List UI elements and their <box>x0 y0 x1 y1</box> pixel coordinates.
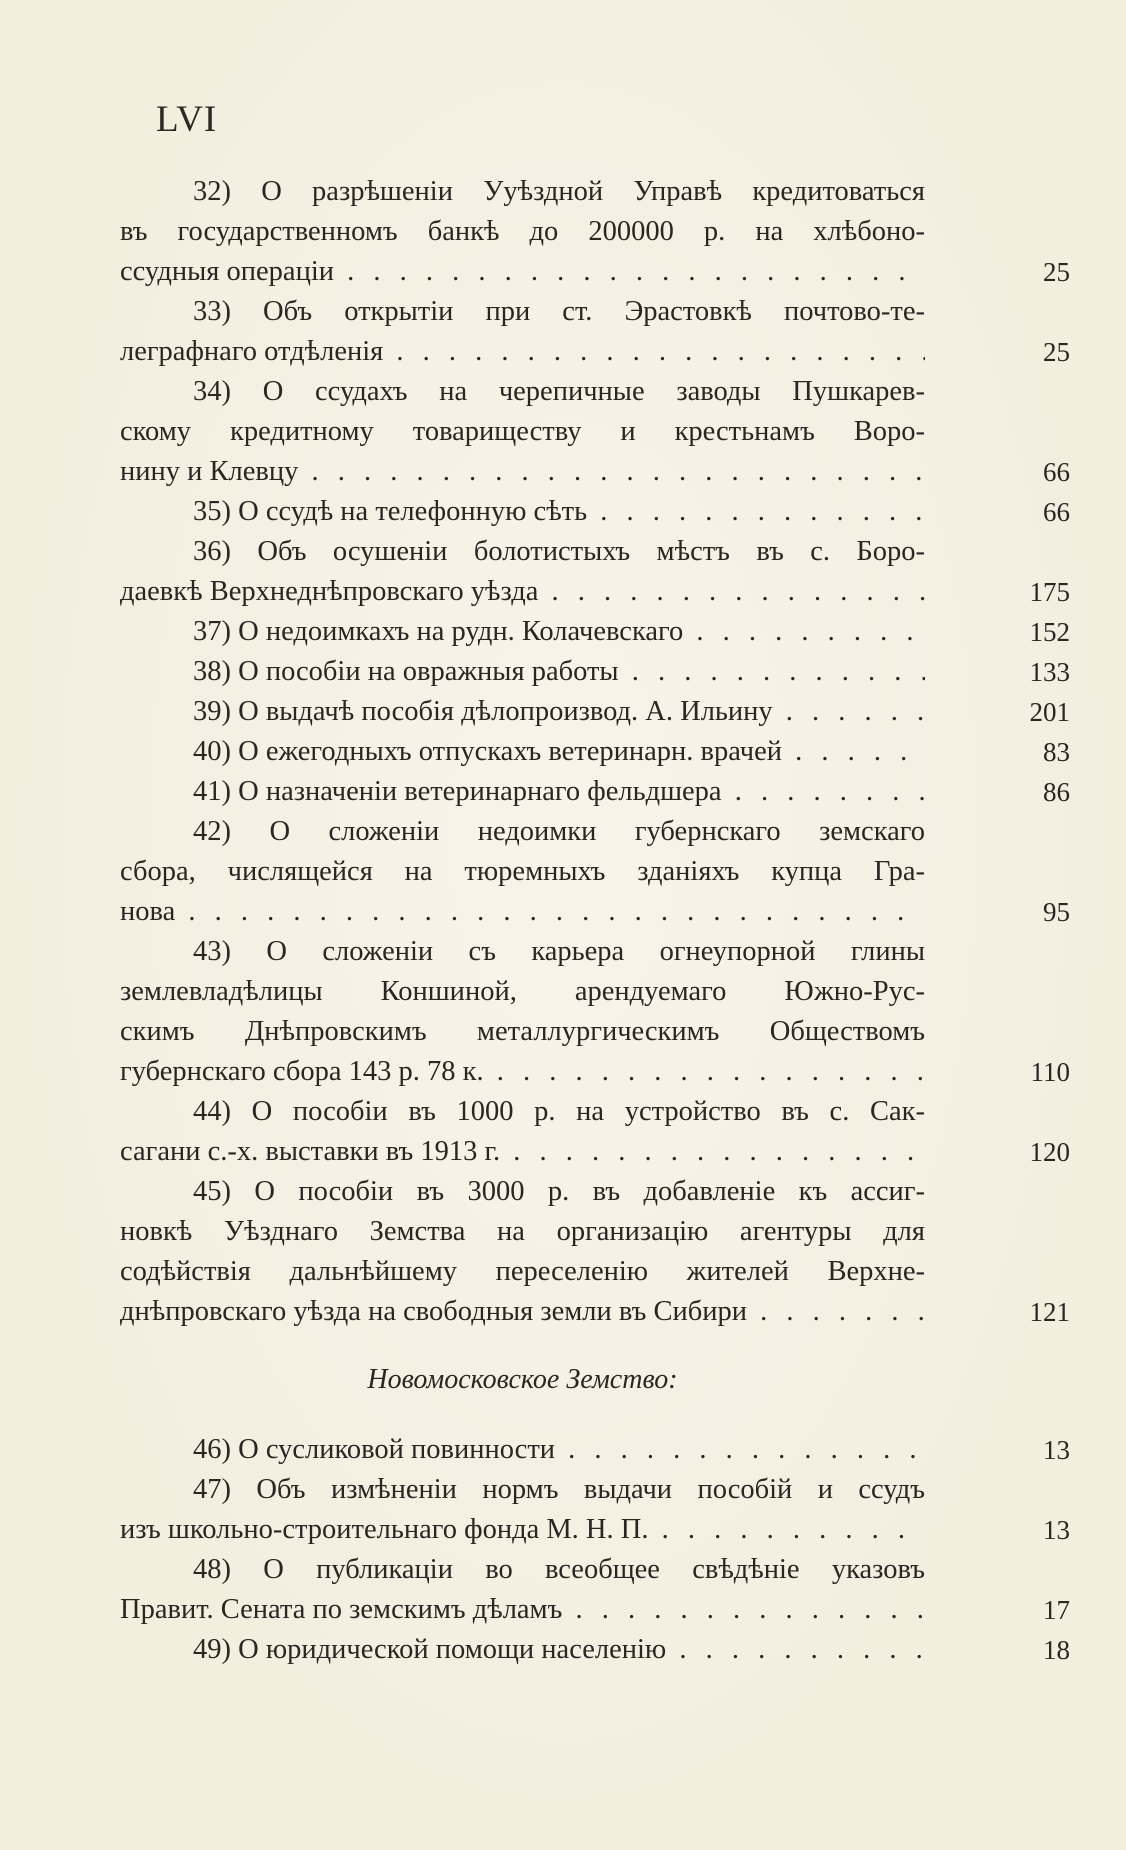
toc-entry <box>120 1430 1070 1470</box>
toc-entry-page: 66 <box>1043 497 1070 527</box>
toc-entry <box>120 612 1070 652</box>
toc-entry <box>120 932 1070 1092</box>
toc-entry-line: 47) Объ измѣненіи нормъ выдачи пособій и ссудъ <box>193 1474 925 1505</box>
toc-entries-part-1 <box>120 172 1070 1332</box>
toc-entry-page: 66 <box>1043 457 1070 487</box>
toc-entry <box>120 1470 1070 1550</box>
toc-entry-page: 18 <box>1043 1635 1070 1665</box>
toc-entry <box>120 172 1070 292</box>
toc-entry-line: ссудныя операціи . . . <box>120 252 925 292</box>
toc-entry-line: 40) О ежегодныхъ отпускахъ ветеринарн. врачей . . . <box>120 732 925 772</box>
toc-entry-page: 25 <box>1043 337 1070 367</box>
toc-entry-line: 44) О пособіи въ 1000 р. на устройство въ с. Сак- <box>193 1096 925 1127</box>
toc-entry-page: 86 <box>1043 777 1070 807</box>
toc-entry-page: 95 <box>1043 897 1070 927</box>
toc-entry-page: 201 <box>1029 697 1070 727</box>
section-heading: Новомосковское Земство: <box>367 1364 678 1395</box>
toc-entry <box>120 1550 1070 1630</box>
toc-entry-line: 49) О юридической помощи населенію . . . <box>120 1630 925 1670</box>
toc-entry <box>120 812 1070 932</box>
table-of-contents <box>120 172 1070 1670</box>
toc-entry-line: Правит. Сената по земскимъ дѣламъ . . . <box>120 1590 925 1630</box>
toc-entry-line: 46) О сусликовой повинности . . . <box>120 1430 925 1470</box>
toc-entry <box>120 372 1070 492</box>
toc-entry-line: даевкѣ Верхнеднѣпровскаго уѣзда . . . <box>120 572 925 612</box>
toc-entry-line: 48) О публикаціи во всеобщее свѣдѣніе указовъ <box>193 1554 925 1585</box>
toc-entry-line: сбора, числящейся на тюремныхъ зданіяхъ купца Гра- <box>120 856 925 887</box>
toc-entry-line: 39) О выдачѣ пособія дѣлопроизвод. А. Ильину . . . <box>120 692 925 732</box>
toc-entry-line: содѣйствія дальнѣйшему переселенію жителей Верхне- <box>120 1256 925 1287</box>
toc-entry <box>120 292 1070 372</box>
toc-entry-line: леграфнаго отдѣленія . . . <box>120 332 925 372</box>
page-number: LVI <box>156 99 218 140</box>
toc-entry-page: 83 <box>1043 737 1070 767</box>
toc-entry-line: 36) Объ осушеніи болотистыхъ мѣстъ въ с. Боро- <box>193 536 925 567</box>
toc-entry-line: 45) О пособіи въ 3000 р. въ добавленіе къ ассиг- <box>193 1176 925 1207</box>
toc-entry-line: днѣпровскаго уѣзда на свободныя земли въ Сибири . . . <box>120 1292 925 1332</box>
toc-entry <box>120 772 1070 812</box>
toc-entry-line: скому кредитному товариществу и крестьнамъ Воро- <box>120 416 925 447</box>
toc-entry-line: 33) Объ открытіи при ст. Эрастовкѣ почтово-те- <box>193 296 925 327</box>
toc-entry-page: 120 <box>1029 1137 1070 1167</box>
toc-entry-page: 133 <box>1029 657 1070 687</box>
toc-entry-line: сагани с.-х. выставки въ 1913 г. . . . <box>120 1132 925 1172</box>
toc-entry-line: 34) О ссудахъ на черепичные заводы Пушкарев- <box>193 376 925 407</box>
toc-entry <box>120 1630 1070 1670</box>
toc-entry <box>120 732 1070 772</box>
toc-entry-page: 13 <box>1043 1515 1070 1545</box>
toc-entry <box>120 692 1070 732</box>
toc-entry-page: 152 <box>1029 617 1070 647</box>
toc-entry-line: нова . . . <box>120 892 925 932</box>
toc-entry-page: 121 <box>1029 1297 1070 1327</box>
toc-entry-line: въ государственномъ банкѣ до 200000 р. на хлѣбоно- <box>120 216 925 247</box>
toc-entry-page: 175 <box>1029 577 1070 607</box>
toc-entry <box>120 532 1070 612</box>
toc-entry-page: 13 <box>1043 1435 1070 1465</box>
toc-entry <box>120 652 1070 692</box>
toc-entry <box>120 1172 1070 1332</box>
toc-entry-line: скимъ Днѣпровскимъ металлургическимъ Обществомъ <box>120 1016 925 1047</box>
toc-entry-page: 25 <box>1043 257 1070 287</box>
toc-entry-line: 37) О недоимкахъ на рудн. Колачевскаго . . . <box>120 612 925 652</box>
toc-entry-line: 41) О назначеніи ветеринарнаго фельдшера . . . <box>120 772 925 812</box>
toc-entries-part-2 <box>120 1430 1070 1670</box>
toc-entry <box>120 492 1070 532</box>
toc-entry <box>120 1092 1070 1172</box>
toc-entry-page: 110 <box>1030 1057 1070 1087</box>
toc-entry-line: 43) О сложеніи съ карьера огнеупорной глины <box>193 936 925 967</box>
toc-entry-line: губернскаго сбора 143 р. 78 к. . . . <box>120 1052 925 1092</box>
toc-entry-line: 32) О разрѣшеніи Ууѣздной Управѣ кредитоваться <box>193 176 925 207</box>
toc-entry-page: 17 <box>1043 1595 1070 1625</box>
toc-entry-line: 38) О пособіи на овражныя работы . . . <box>120 652 925 692</box>
toc-entry-line: землевладѣлицы Коншиной, арендуемаго Южно-Рус- <box>120 976 925 1007</box>
toc-entry-line: 42) О сложеніи недоимки губернскаго земскаго <box>193 816 925 847</box>
toc-entry-line: 35) О ссудѣ на телефонную сѣть . . . <box>120 492 925 532</box>
toc-entry-line: новкѣ Уѣзднаго Земства на организацію агентуры для <box>120 1216 925 1247</box>
toc-entry-line: изъ школьно-строительнаго фонда М. Н. П. . . . <box>120 1510 925 1550</box>
toc-entry-line: нину и Клевцу . . . <box>120 452 925 492</box>
